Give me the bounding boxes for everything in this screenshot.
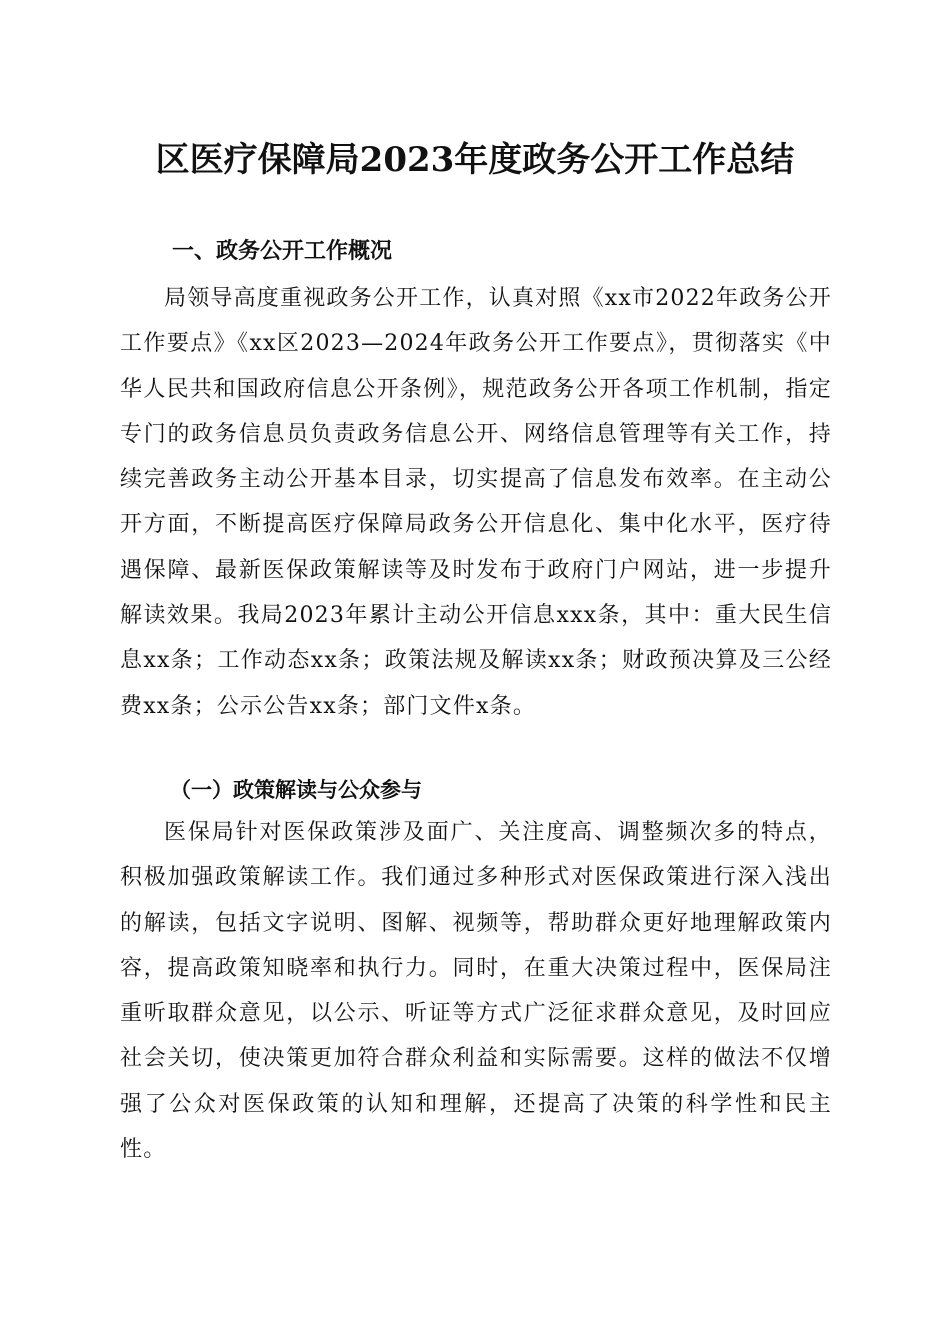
subsection-paragraph-policy-interpretation: 医保局针对医保政策涉及面广、关注度高、调整频次多的特点，积极加强政策解读工作。我们通过多种形式对医保政策进行深入浅出的解读，包括文字说明、图解、视频等，帮助群众更好地理解政策内容，提高政策知晓率和执行力。同时，在重大决策过程中，医保局注重听取群众意见，以公示、听证等方式广泛征求群众意见，及时回应社会关切，使决策更加符合群众利益和实际需要。这样的做法不仅增强了公众对医保政策的认知和理解，还提高了决策的科学性和民主性。 <box>120 820 832 1163</box>
section-paragraph-overview: 局领导高度重视政务公开工作，认真对照《xx市2022年政务公开工作要点》《xx区2023—2024年政务公开工作要点》，贯彻落实《中华人民共和国政府信息公开条例》，规范政务公开各项工作机制，指定专门的政务信息员负责政务信息公开、网络信息管理等有关工作，持续完善政务主动公开基本目录，切实提高了信息发布效率。在主动公开方面，不断提高医疗保障局政务公开信息化、集中化水平，医疗待遇保障、最新医保政策解读等及时发布于政府门户网站，进一步提升解读效果。我局2023年累计主动公开信息xxx条，其中：重大民生信息xx条；工作动态xx条；政策法规及解读xx条；财政预决算及三公经费xx条；公示公告xx条；部门文件x条。 <box>120 286 833 719</box>
section-heading-overview: 一、政务公开工作概况 <box>172 239 393 264</box>
document-title: 区医疗保障局2023年度政务公开工作总结 <box>155 140 795 180</box>
subsection-heading-policy-interpretation: （一）政策解读与公众参与 <box>170 778 422 802</box>
